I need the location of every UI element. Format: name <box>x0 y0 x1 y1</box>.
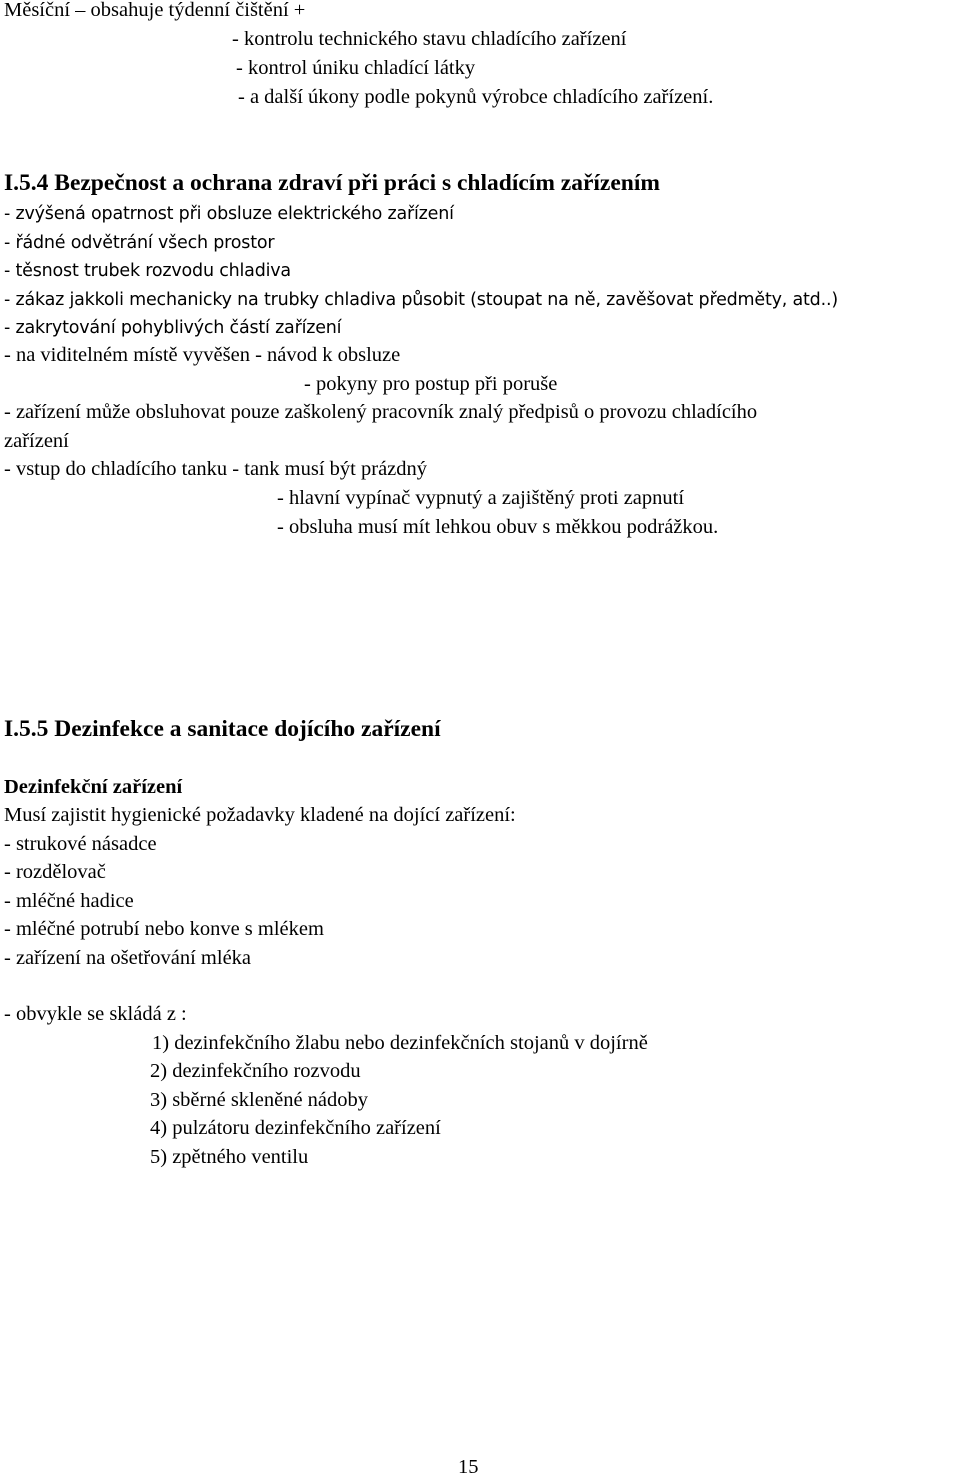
paragraph: Musí zajistit hygienické požadavky kladené na dojící zařízení: <box>4 804 516 826</box>
safety-item: - na viditelném místě vyvěšen - návod k obsluze <box>4 344 401 366</box>
list-item: - rozdělovač <box>4 861 106 883</box>
safety-item: zařízení <box>4 430 69 452</box>
composition-item: 5) zpětného ventilu <box>150 1146 309 1168</box>
monthly-item: - a další úkony podle pokynů výrobce chladícího zařízení. <box>238 86 714 108</box>
composition-item: 4) pulzátoru dezinfekčního zařízení <box>150 1117 441 1139</box>
list-item: - mléčné potrubí nebo konve s mlékem <box>4 918 324 940</box>
safety-item: - řádné odvětrání všech prostor <box>4 233 275 253</box>
monthly-item: - kontrolu technického stavu chladícího zařízení <box>232 28 627 50</box>
safety-item: - pokyny pro postup při poruše <box>304 373 558 395</box>
safety-item: - hlavní vypínač vypnutý a zajištěný proti zapnutí <box>277 487 685 509</box>
safety-item: - těsnost trubek rozvodu chladiva <box>4 261 291 281</box>
safety-item: - vstup do chladícího tanku - tank musí být prázdný <box>4 458 428 480</box>
safety-item: - obsluha musí mít lehkou obuv s měkkou podrážkou. <box>277 516 719 538</box>
safety-item: - zvýšená opatrnost při obsluze elektrického zařízení <box>4 204 454 224</box>
monthly-item: - kontrol úniku chladící látky <box>236 57 476 79</box>
page-number: 15 <box>458 1456 479 1478</box>
monthly-intro: Měsíční – obsahuje týdenní čištění + <box>4 0 306 21</box>
section-heading: I.5.5 Dezinfekce a sanitace dojícího zařízení <box>4 716 441 742</box>
section-heading: I.5.4 Bezpečnost a ochrana zdraví při práci s chladícím zařízením <box>4 170 660 196</box>
safety-item: - zařízení může obsluhovat pouze zaškolený pracovník znalý předpisů o provozu chladícího <box>4 401 758 423</box>
composition-item: 2) dezinfekčního rozvodu <box>150 1060 361 1082</box>
subheading: Dezinfekční zařízení <box>4 776 183 798</box>
composition-intro: - obvykle se skládá z : <box>4 1003 187 1025</box>
safety-item: - zakrytování pohyblivých částí zařízení <box>4 318 342 338</box>
list-item: - strukové násadce <box>4 833 157 855</box>
composition-item: 1) dezinfekčního žlabu nebo dezinfekčních stojanů v dojírně <box>152 1032 648 1054</box>
list-item: - zařízení na ošetřování mléka <box>4 947 252 969</box>
composition-item: 3) sběrné skleněné nádoby <box>150 1089 369 1111</box>
safety-item: - zákaz jakkoli mechanicky na trubky chladiva působit (stoupat na ně, zavěšovat předměty, atd..) <box>4 290 838 310</box>
list-item: - mléčné hadice <box>4 890 134 912</box>
